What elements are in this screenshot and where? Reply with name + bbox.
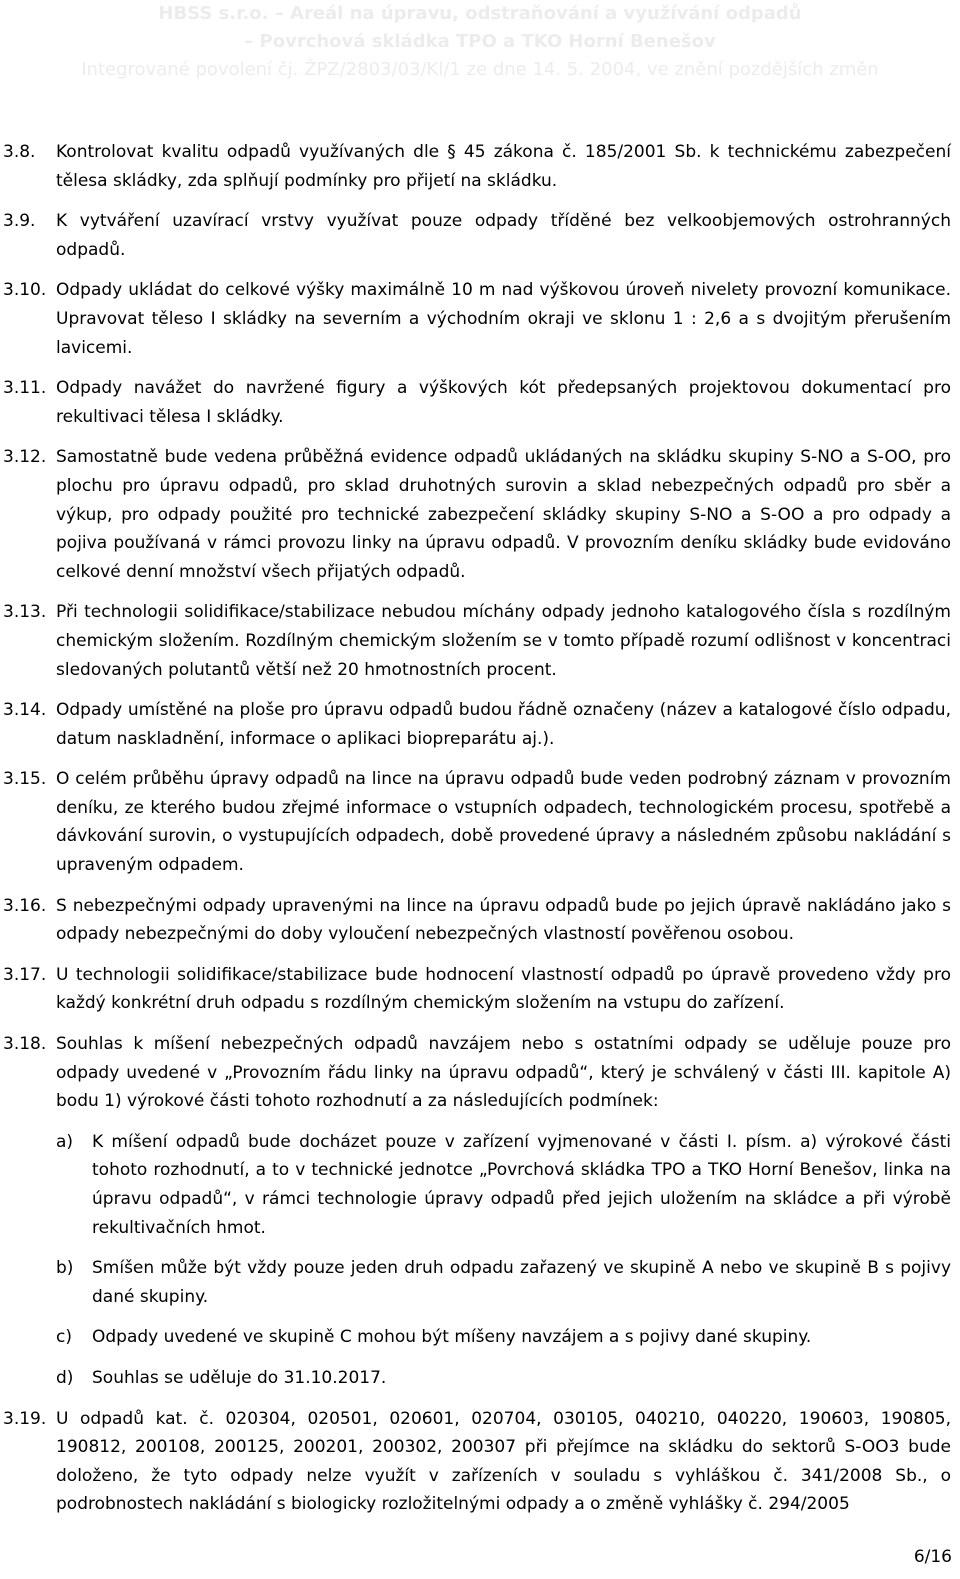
- item-number: 3.13.: [3, 602, 47, 623]
- item-text: U technologii solidifikace/stabilizace bude hodnocení vlastností odpadů po úpravě provedeno vždy pro každý konkrétní druh odpadu s rozdílným chemickým složením na vstupu do zařízení.: [56, 964, 951, 1014]
- sub-item-text: Souhlas se uděluje do 31.10.2017.: [92, 1367, 387, 1388]
- item-number: 3.15.: [3, 769, 47, 790]
- item-text: K vytváření uzavírací vrstvy využívat pouze odpady tříděné bez velkoobjemových ostrohranných odpadů.: [56, 211, 951, 260]
- item-number: 3.8.: [3, 142, 36, 162]
- item-text: Kontrolovat kvalitu odpadů využívaných dle § 45 zákona č. 185/2001 Sb. k technickému zabezpečení tělesa skládky, zda splňují podmínky pro přijetí na skládku.: [56, 142, 951, 191]
- item-number: 3.17.: [3, 964, 47, 985]
- list-item: [0, 961, 960, 1018]
- sub-list-item: [0, 1254, 960, 1311]
- item-number: 3.12.: [3, 447, 47, 468]
- item-text: Samostatně bude vedena průběžná evidence odpadů ukládaných na skládku skupiny S-NO a S-OO, pro plochu pro úpravu odpadů, pro sklad druhotných surovin a sklad nebezpečných odpadů pro sběr a výkup, pro odpady použité pro technické zabezpečení skládky skupiny S-NO a S-OO a pro odpady a pojiva používaná v rámci provozu linky na úpravu odpadů. V provozním deníku skládky bude evidováno celkové denní množství všech přijatých odpadů.: [56, 447, 951, 582]
- item-number: 3.11.: [3, 378, 47, 399]
- list-item: [0, 374, 960, 431]
- page-header: [0, 0, 960, 86]
- item-text: Odpady navážet do navržené figury a výškových kót předepsaných projektovou dokumentací pro rekultivaci tělesa I skládky.: [56, 378, 951, 427]
- list-item: [0, 276, 960, 362]
- item-number: 3.18.: [3, 1034, 47, 1055]
- item-text: O celém průběhu úpravy odpadů na lince na úpravu odpadů bude veden podrobný záznam v provozním deníku, ze kterého budou zřejmé informace o vstupních odpadech, technologickém procesu, spotřebě a dávkování surovin, o vystupujících odpadech, době provedené úpravy a následném způsobu nakládání s upraveným odpadem.: [56, 769, 951, 876]
- list-item: [0, 207, 960, 264]
- list-item: [0, 892, 960, 949]
- list-item: [0, 696, 960, 753]
- header-permit-line: Integrované povolení čj. ŽPZ/2803/03/Kl/1 ze dne 14. 5. 2004, ve znění pozdějších změn: [81, 59, 879, 80]
- list-item: [0, 598, 960, 684]
- sub-item-label: c): [56, 1327, 72, 1348]
- item-number: 3.16.: [3, 895, 47, 916]
- list-item: [0, 1030, 960, 1116]
- sub-item-label: b): [56, 1258, 74, 1279]
- item-text: S nebezpečnými odpady upravenými na lince na úpravu odpadů bude po jejich úpravě nakládáno jako s odpady nebezpečnými do doby vyloučení nebezpečných vlastností pověřenou osobou.: [56, 895, 951, 945]
- sub-item-text: Smíšen může být vždy pouze jeden druh odpadu zařazený ve skupině A nebo ve skupině B s pojivy dané skupiny.: [92, 1258, 951, 1307]
- item-number: 3.19.: [3, 1408, 47, 1429]
- list-item: [0, 1405, 960, 1519]
- item-number: 3.10.: [3, 280, 47, 301]
- item-text: Odpady ukládat do celkové výšky maximálně 10 m nad výškovou úroveň nivelety provozní komunikace. Upravovat těleso I skládky na severním a východním okraji ve sklonu 1 : 2,6 a s dvojitým přerušením lavicemi.: [56, 280, 951, 358]
- list-item: [0, 443, 960, 586]
- item-number: 3.9.: [3, 211, 36, 232]
- page-number: 6/16: [913, 1547, 952, 1567]
- document-body: [0, 138, 960, 1531]
- list-item: [0, 138, 960, 195]
- item-text: Souhlas k míšení nebezpečných odpadů navzájem nebo s ostatními odpady se uděluje pouze pro odpady uvedené v „Provozním řádu linky na úpravu odpadů“, který je schválený v části III. kapitole A) bodu 1) výrokové části tohoto rozhodnutí a za následujících podmínek:: [56, 1034, 951, 1112]
- sub-item-label: d): [56, 1367, 74, 1388]
- header-company-line: HBSS s.r.o. – Areál na úpravu, odstraňování a využívání odpadů: [158, 3, 802, 24]
- item-number: 3.14.: [3, 700, 47, 721]
- sub-item-label: a): [56, 1131, 74, 1152]
- sub-item-text: K míšení odpadů bude docházet pouze v zařízení vyjmenované v části I. písm. a) výrokové části tohoto rozhodnutí, a to v technické jednotce „Povrchová skládka TPO a TKO Horní Benešov, linka na úpravu odpadů“, v rámci technologie úpravy odpadů před jejich uložením na skládce a při výrobě rekultivačních hmot.: [92, 1131, 951, 1238]
- sub-list-item: [0, 1128, 960, 1242]
- sub-item-text: Odpady uvedené ve skupině C mohou být míšeny navzájem a s pojivy dané skupiny.: [92, 1327, 812, 1348]
- item-text: U odpadů kat. č. 020304, 020501, 020601, 020704, 030105, 040210, 040220, 190603, 190805, 190812, 200108, 200125, 200201, 200302, 200307 při přejímce na skládku do sektorů S-OO3 bude doloženo, že tyto odpady nelze využít v zařízeních v souladu s vyhláškou č. 341/2008 Sb., o podrobnostech nakládání s biologicky rozložitelnými odpady a o změně vyhlášky č. 294/2005: [56, 1408, 951, 1515]
- sub-list-item: [0, 1323, 960, 1352]
- item-text: Odpady umístěné na ploše pro úpravu odpadů budou řádně označeny (název a katalogové číslo odpadu, datum naskladnění, informace o aplikaci biopreparátu aj.).: [56, 700, 951, 749]
- sub-list-item: [0, 1364, 960, 1393]
- header-facility-line: – Povrchová skládka TPO a TKO Horní Benešov: [244, 31, 716, 52]
- list-item: [0, 765, 960, 879]
- item-text: Při technologii solidifikace/stabilizace nebudou míchány odpady jednoho katalogového čísla s rozdílným chemickým složením. Rozdílným chemickým složením se v tomto případě rozumí odlišnost v koncentraci sledovaných polutantů větší než 20 hmotnostních procent.: [56, 602, 951, 680]
